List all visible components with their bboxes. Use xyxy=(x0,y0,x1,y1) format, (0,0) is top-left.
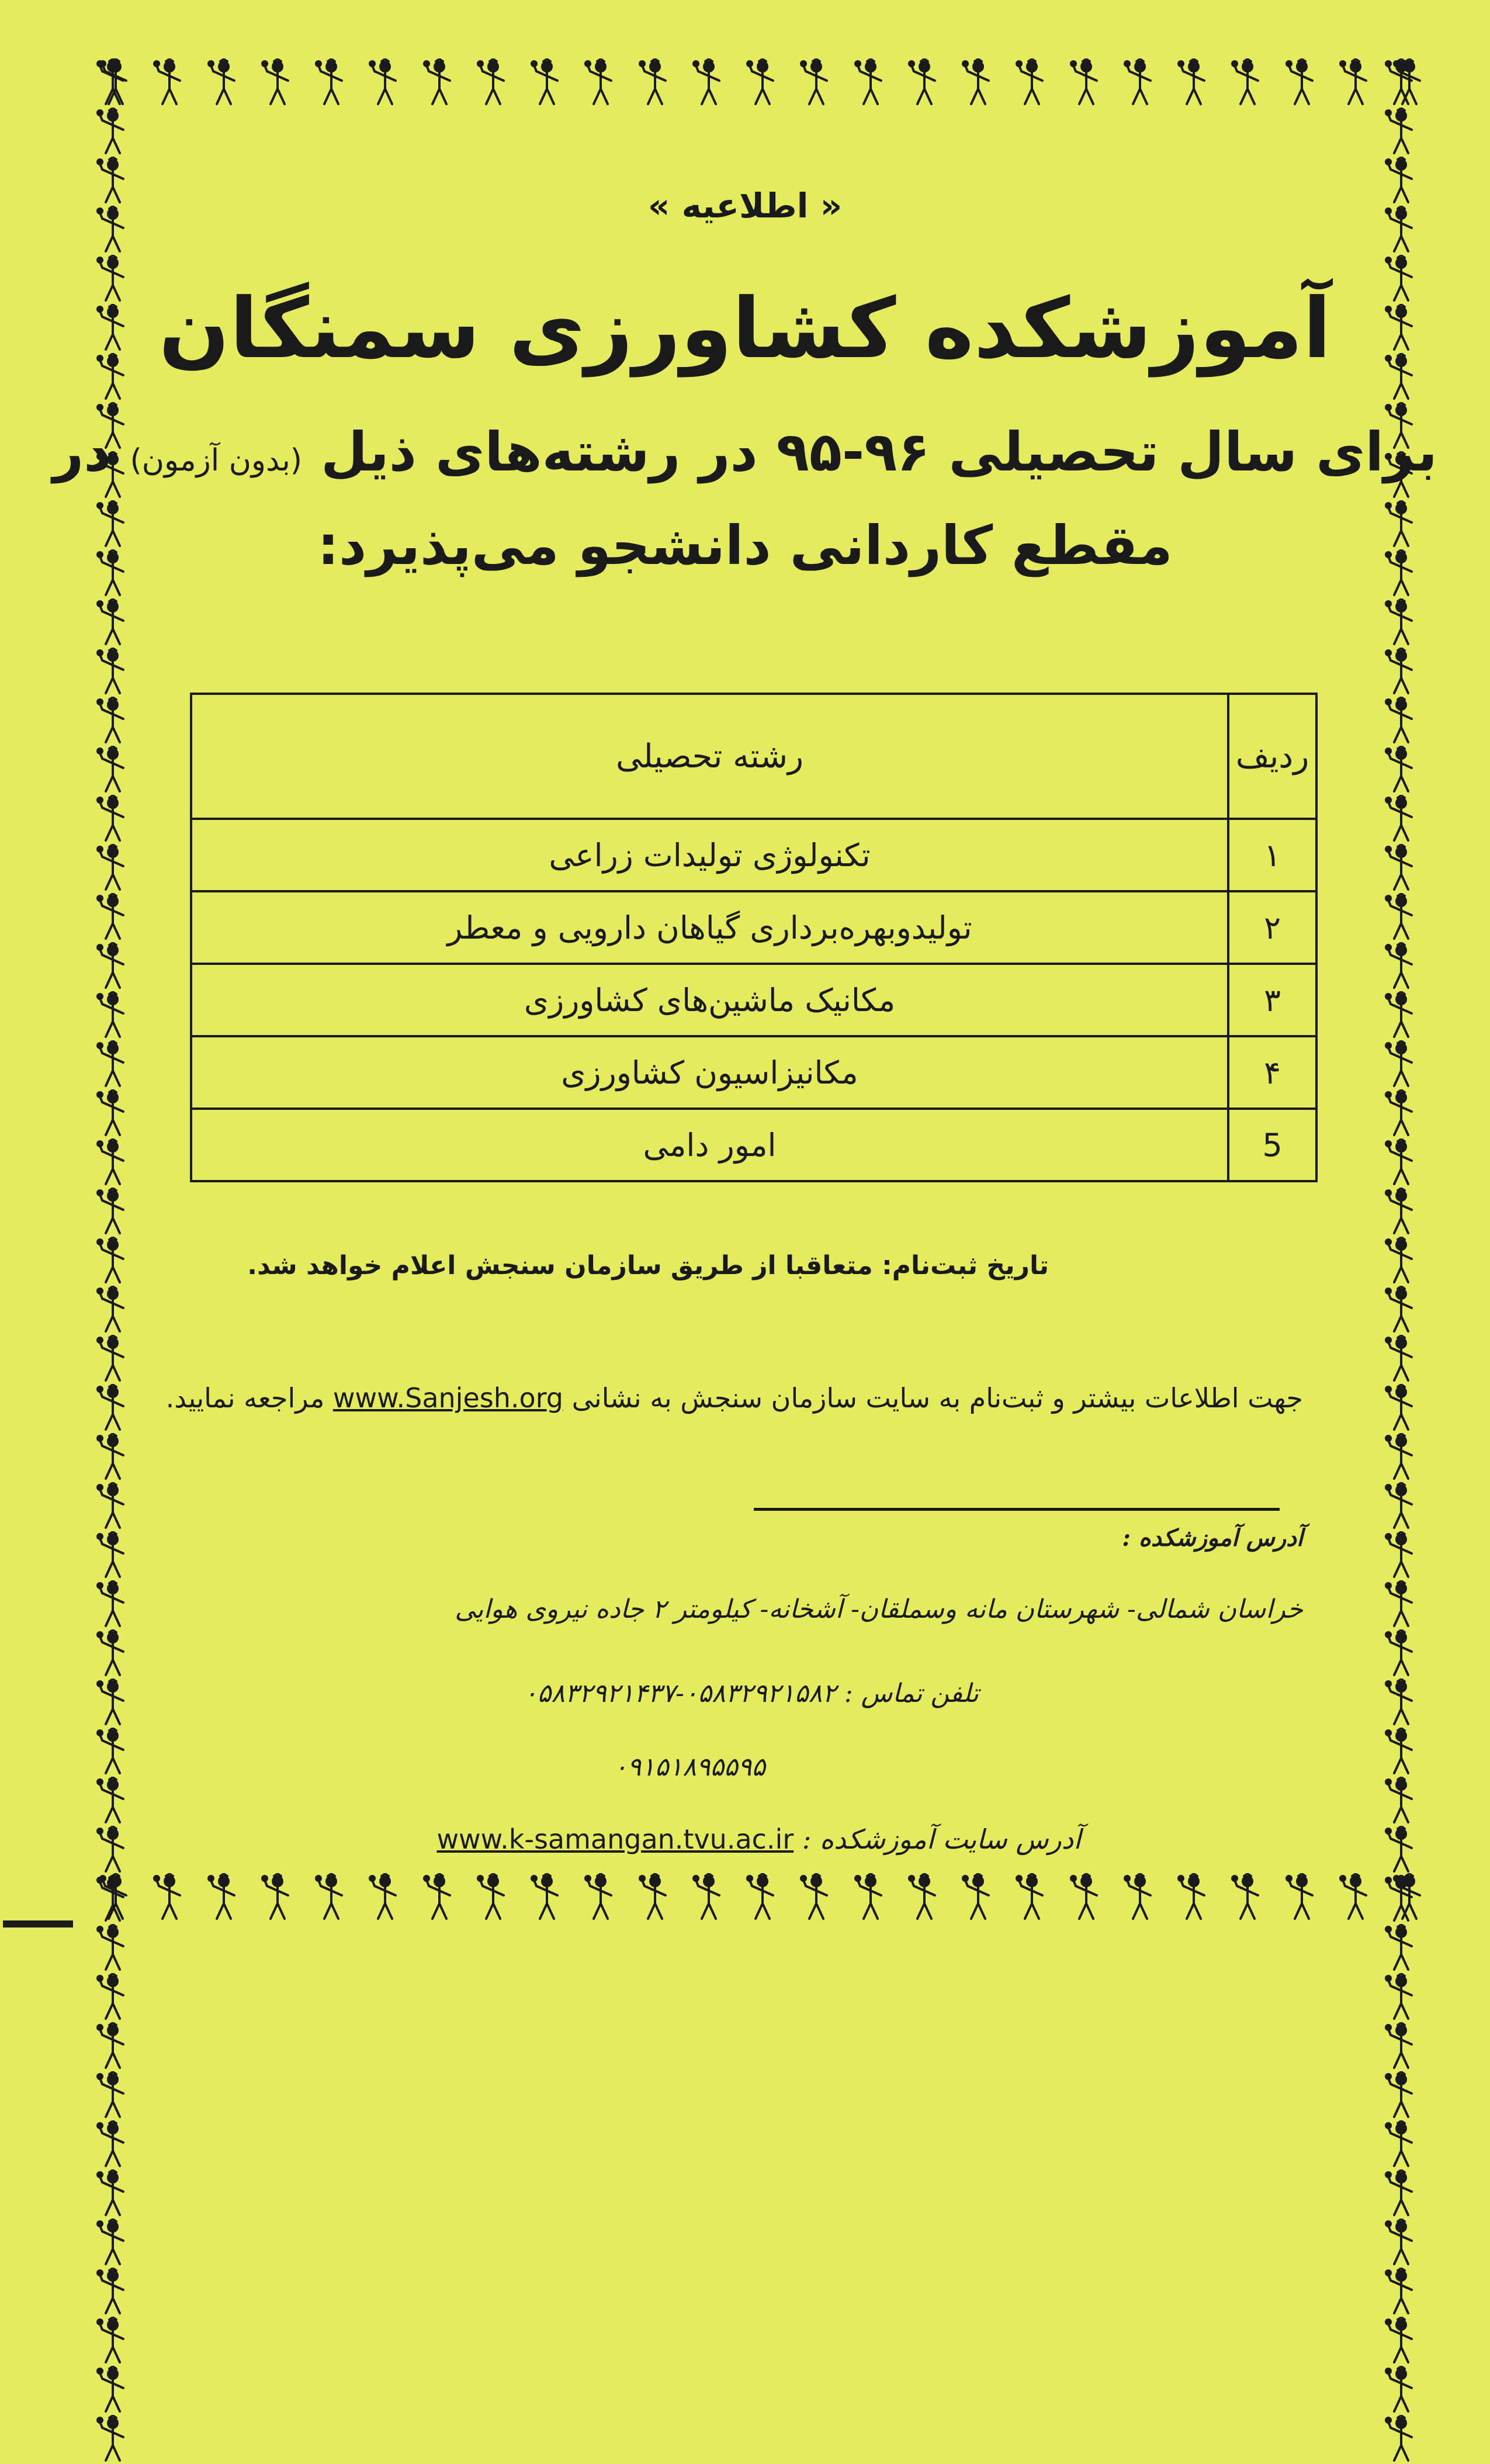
person-with-flower-icon xyxy=(854,58,887,108)
person-with-flower-icon xyxy=(692,1873,725,1922)
person-with-flower-icon xyxy=(1385,2268,1418,2317)
person-with-flower-icon xyxy=(1385,942,1418,991)
person-with-flower-icon xyxy=(96,795,129,844)
person-with-flower-icon xyxy=(1016,58,1048,108)
person-with-flower-icon xyxy=(1339,1873,1372,1922)
person-with-flower-icon xyxy=(1385,746,1418,795)
person-with-flower-icon xyxy=(261,1873,294,1922)
person-with-flower-icon xyxy=(1385,1728,1418,1777)
no-exam-note: (بدون آزمون) xyxy=(130,443,303,478)
person-with-flower-icon xyxy=(1016,1873,1048,1922)
person-with-flower-icon xyxy=(1285,58,1318,108)
person-with-flower-icon xyxy=(1385,1384,1418,1433)
person-with-flower-icon xyxy=(315,58,348,108)
person-with-flower-icon xyxy=(477,1873,510,1922)
person-with-flower-icon xyxy=(1231,1873,1264,1922)
row-number: ۳ xyxy=(1228,964,1316,1036)
person-with-flower-icon xyxy=(1385,1777,1418,1826)
admission-line-1 xyxy=(0,421,1490,483)
field-name: مکانیزاسیون کشاورزی xyxy=(191,1036,1228,1109)
person-with-flower-icon xyxy=(96,58,129,108)
person-with-flower-icon xyxy=(1385,2366,1418,2415)
person-with-flower-icon xyxy=(96,1629,129,1679)
registration-date: تاریخ ثبت‌نام: متعاقبا از طریق سازمان سنجش اعلام خواهد شد. xyxy=(247,1251,1049,1281)
person-with-flower-icon xyxy=(1385,1138,1418,1188)
more-info-before: جهت اطلاعات بیشتر و ثبت‌نام به سایت سازمان سنجش به نشانی xyxy=(571,1382,1303,1414)
person-with-flower-icon xyxy=(1385,697,1418,746)
person-with-flower-icon xyxy=(639,1873,671,1922)
person-with-flower-icon xyxy=(962,1873,995,1922)
website-line xyxy=(436,1823,1081,1855)
person-with-flower-icon xyxy=(908,58,941,108)
person-with-flower-icon xyxy=(96,2219,129,2268)
admission-line-1-end: در xyxy=(53,421,112,483)
person-with-flower-icon xyxy=(96,2317,129,2366)
person-with-flower-icon xyxy=(1385,795,1418,844)
field-name: امور دامی xyxy=(191,1109,1228,1181)
person-with-flower-icon xyxy=(584,58,617,108)
person-with-flower-icon xyxy=(1385,1875,1418,1924)
person-with-flower-icon xyxy=(1385,2169,1418,2219)
person-with-flower-icon xyxy=(1385,1580,1418,1629)
person-with-flower-icon xyxy=(1385,1188,1418,1237)
person-with-flower-icon xyxy=(96,1531,129,1580)
row-number: ۴ xyxy=(1228,1036,1316,1109)
person-with-flower-icon xyxy=(1385,1040,1418,1089)
person-with-flower-icon xyxy=(96,1384,129,1433)
person-with-flower-icon xyxy=(96,991,129,1040)
more-info-after: مراجعه نمایید. xyxy=(165,1382,325,1414)
person-with-flower-icon xyxy=(96,648,129,697)
website-label: آدرس سایت آموزشکده : xyxy=(802,1823,1081,1855)
notice-heading: « اطلاعیه » xyxy=(647,186,843,226)
field-name: تکنولوژی تولیدات زراعی xyxy=(191,819,1228,891)
person-with-flower-icon xyxy=(1070,1873,1103,1922)
person-with-flower-icon xyxy=(1177,1873,1210,1922)
person-with-flower-icon xyxy=(1385,598,1418,648)
person-with-flower-icon xyxy=(639,58,671,108)
person-with-flower-icon xyxy=(1385,58,1418,108)
person-with-flower-icon xyxy=(1385,1924,1418,1973)
person-with-flower-icon xyxy=(800,58,833,108)
table-row xyxy=(191,1036,1316,1109)
person-with-flower-icon xyxy=(1285,1873,1318,1922)
person-with-flower-icon xyxy=(96,1286,129,1335)
person-with-flower-icon xyxy=(1385,1482,1418,1531)
person-with-flower-icon xyxy=(1385,108,1418,157)
person-with-flower-icon xyxy=(369,58,401,108)
row-number: ۲ xyxy=(1228,891,1316,964)
address-title: آدرس آموزشکده : xyxy=(1122,1524,1303,1552)
table-row xyxy=(191,819,1316,891)
person-with-flower-icon xyxy=(1385,2219,1418,2268)
person-with-flower-icon xyxy=(96,1335,129,1384)
col-row-header: ردیف xyxy=(1228,694,1316,819)
person-with-flower-icon xyxy=(1385,1237,1418,1286)
person-with-flower-icon xyxy=(531,58,563,108)
person-with-flower-icon xyxy=(1385,2317,1418,2366)
person-with-flower-icon xyxy=(96,746,129,795)
person-with-flower-icon xyxy=(96,108,129,157)
website-link[interactable]: www.k-samangan.tvu.ac.ir xyxy=(436,1823,794,1855)
person-with-flower-icon xyxy=(1385,1973,1418,2022)
border-top xyxy=(99,58,1426,108)
person-with-flower-icon xyxy=(96,1040,129,1089)
table-row xyxy=(191,891,1316,964)
footer-tag xyxy=(3,1920,73,1927)
row-number: ۱ xyxy=(1228,819,1316,891)
person-with-flower-icon xyxy=(692,58,725,108)
person-with-flower-icon xyxy=(96,1433,129,1482)
phone-numbers: تلفن تماس : ۰۵۸۳۲۹۲۱۵۸۲-۰۵۸۳۲۹۲۱۴۳۷ xyxy=(524,1679,979,1708)
person-with-flower-icon xyxy=(153,58,186,108)
person-with-flower-icon xyxy=(261,58,294,108)
person-with-flower-icon xyxy=(1385,1531,1418,1580)
admission-line-2: مقطع کاردانی دانشجو می‌پذیرد: xyxy=(317,514,1173,577)
row-number: 5 xyxy=(1228,1109,1316,1181)
person-with-flower-icon xyxy=(96,2366,129,2415)
sanjesh-link[interactable]: www.Sanjesh.org xyxy=(332,1382,563,1414)
person-with-flower-icon xyxy=(369,1873,401,1922)
person-with-flower-icon xyxy=(96,1237,129,1286)
person-with-flower-icon xyxy=(1385,844,1418,893)
admission-line-1-text: برای سال تحصیلی ۹۶-۹۵ در رشته‌های ذیل xyxy=(321,421,1437,483)
divider xyxy=(754,1508,1280,1511)
field-name: مکانیک ماشین‌های کشاورزی xyxy=(191,964,1228,1036)
person-with-flower-icon xyxy=(854,1873,887,1922)
person-with-flower-icon xyxy=(1385,648,1418,697)
more-info xyxy=(166,1382,1303,1414)
table-row xyxy=(191,1109,1316,1181)
person-with-flower-icon xyxy=(315,1873,348,1922)
person-with-flower-icon xyxy=(1231,58,1264,108)
person-with-flower-icon xyxy=(207,58,240,108)
person-with-flower-icon xyxy=(1385,1679,1418,1728)
person-with-flower-icon xyxy=(1385,2415,1418,2464)
person-with-flower-icon xyxy=(746,1873,779,1922)
person-with-flower-icon xyxy=(423,1873,456,1922)
address-text: خراسان شمالی- شهرستان مانه وسملقان- آشخانه- کیلومتر ۲ جاده نیروی هوایی xyxy=(455,1594,1303,1624)
school-title: آموزشکده کشاورزی سمنگان xyxy=(158,281,1332,377)
person-with-flower-icon xyxy=(1070,58,1103,108)
person-with-flower-icon xyxy=(96,1188,129,1237)
person-with-flower-icon xyxy=(96,844,129,893)
person-with-flower-icon xyxy=(96,2169,129,2219)
table-header-row xyxy=(191,694,1316,819)
person-with-flower-icon xyxy=(96,893,129,942)
person-with-flower-icon xyxy=(96,1826,129,1875)
fields-table xyxy=(190,693,1318,1182)
person-with-flower-icon xyxy=(96,1679,129,1728)
person-with-flower-icon xyxy=(1385,991,1418,1040)
mobile-number: ۰۹۱۵۱۸۹۵۵۹۵ xyxy=(614,1752,765,1782)
person-with-flower-icon xyxy=(1177,58,1210,108)
person-with-flower-icon xyxy=(96,1973,129,2022)
person-with-flower-icon xyxy=(1124,1873,1156,1922)
person-with-flower-icon xyxy=(1385,1335,1418,1384)
person-with-flower-icon xyxy=(1339,58,1372,108)
person-with-flower-icon xyxy=(96,1580,129,1629)
person-with-flower-icon xyxy=(96,1138,129,1188)
person-with-flower-icon xyxy=(1385,1089,1418,1138)
person-with-flower-icon xyxy=(96,2120,129,2169)
person-with-flower-icon xyxy=(1385,2071,1418,2120)
col-field-header: رشته تحصیلی xyxy=(191,694,1228,819)
person-with-flower-icon xyxy=(746,58,779,108)
person-with-flower-icon xyxy=(584,1873,617,1922)
person-with-flower-icon xyxy=(423,58,456,108)
person-with-flower-icon xyxy=(1124,58,1156,108)
person-with-flower-icon xyxy=(96,1089,129,1138)
person-with-flower-icon xyxy=(96,2022,129,2071)
person-with-flower-icon xyxy=(1385,1826,1418,1875)
person-with-flower-icon xyxy=(96,942,129,991)
person-with-flower-icon xyxy=(96,2268,129,2317)
person-with-flower-icon xyxy=(1385,1286,1418,1335)
table-row xyxy=(191,964,1316,1036)
person-with-flower-icon xyxy=(96,1924,129,1973)
person-with-flower-icon xyxy=(908,1873,941,1922)
person-with-flower-icon xyxy=(96,1875,129,1924)
person-with-flower-icon xyxy=(96,2071,129,2120)
field-name: تولیدوبهره‌برداری گیاهان دارویی و معطر xyxy=(191,891,1228,964)
person-with-flower-icon xyxy=(96,1728,129,1777)
person-with-flower-icon xyxy=(207,1873,240,1922)
person-with-flower-icon xyxy=(96,697,129,746)
person-with-flower-icon xyxy=(1385,893,1418,942)
person-with-flower-icon xyxy=(96,1482,129,1531)
person-with-flower-icon xyxy=(1385,2120,1418,2169)
person-with-flower-icon xyxy=(477,58,510,108)
person-with-flower-icon xyxy=(1385,1629,1418,1679)
person-with-flower-icon xyxy=(153,1873,186,1922)
person-with-flower-icon xyxy=(96,1777,129,1826)
person-with-flower-icon xyxy=(1385,2022,1418,2071)
person-with-flower-icon xyxy=(800,1873,833,1922)
person-with-flower-icon xyxy=(96,598,129,648)
person-with-flower-icon xyxy=(1385,1433,1418,1482)
person-with-flower-icon xyxy=(962,58,995,108)
person-with-flower-icon xyxy=(531,1873,563,1922)
border-bottom xyxy=(99,1873,1426,1922)
person-with-flower-icon xyxy=(96,2415,129,2464)
